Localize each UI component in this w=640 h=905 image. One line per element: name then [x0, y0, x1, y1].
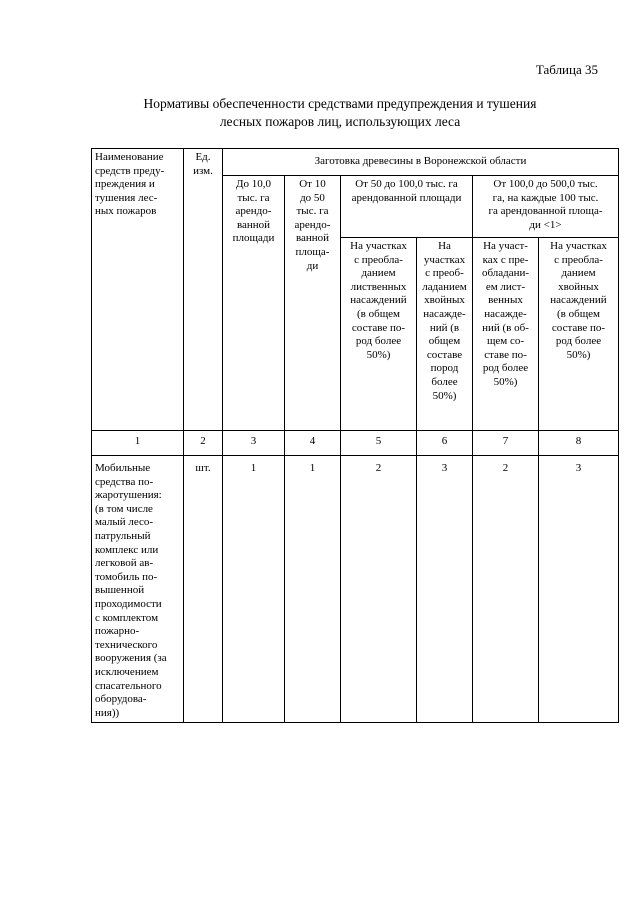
row-value: 1: [285, 456, 341, 723]
title-line-2: лесных пожаров лиц, использующих леса: [219, 114, 461, 129]
row-value: 1: [223, 456, 285, 723]
col-number: 3: [223, 431, 285, 456]
row-name-mobile-fire-equipment: Мобильные средства по- жаротушения: (в том числе малый лесо- патрульный комплекс или легковой ав- томобиль по- вышенной проходимости с комплектом пожарно- технического вооружения (за исключением спасательного оборудова- ния)): [92, 456, 184, 723]
table-number-label: Таблица 35: [535, 62, 598, 77]
column-number-row: [92, 431, 619, 456]
document-title: [100, 95, 580, 131]
header-col-3: До 10,0 тыс. га арендо- ванной площади: [223, 176, 285, 431]
header-col-6: На участках с преоб- ладанием хвойных насажде- ний (в общем составе пород более 50%): [417, 238, 473, 431]
row-value: 3: [539, 456, 619, 723]
title-line-1: Нормативы обеспеченности средствами предупреждения и тушения: [143, 96, 537, 111]
norms-table: [91, 148, 619, 723]
col-number: 8: [539, 431, 619, 456]
row-value: 2: [473, 456, 539, 723]
row-value: 3: [417, 456, 473, 723]
row-value: 2: [341, 456, 417, 723]
col-number: 4: [285, 431, 341, 456]
header-unit: Ед. изм.: [184, 149, 223, 431]
col-number: 5: [341, 431, 417, 456]
header-name: Наименование средств преду- преждения и тушения лес- ных пожаров: [92, 149, 184, 431]
col-number: 1: [92, 431, 184, 456]
header-col-8: На участках с преобла- данием хвойных насаждений (в общем составе по- род более 50%): [539, 238, 619, 431]
col-number: 6: [417, 431, 473, 456]
header-col-5: На участках с преобла- данием лиственных насаждений (в общем составе по- род более 50%): [341, 238, 417, 431]
header-subgroup-50-100: От 50 до 100,0 тыс. га арендованной площади: [341, 176, 473, 238]
row-unit: шт.: [184, 456, 223, 723]
col-number: 7: [473, 431, 539, 456]
table-row: [92, 456, 619, 723]
header-col-4: От 10 до 50 тыс. га арендо- ванной площа- ди: [285, 176, 341, 431]
col-number: 2: [184, 431, 223, 456]
header-group: Заготовка древесины в Воронежской области: [223, 149, 619, 176]
header-col-7: На участ- ках с пре- обладани- ем лист- венных насажде- ний (в об- щем со- ставе по- род более 50%): [473, 238, 539, 431]
header-subgroup-100-500: От 100,0 до 500,0 тыс. га, на каждые 100 тыс. га арендованной площа- ди <1>: [473, 176, 619, 238]
